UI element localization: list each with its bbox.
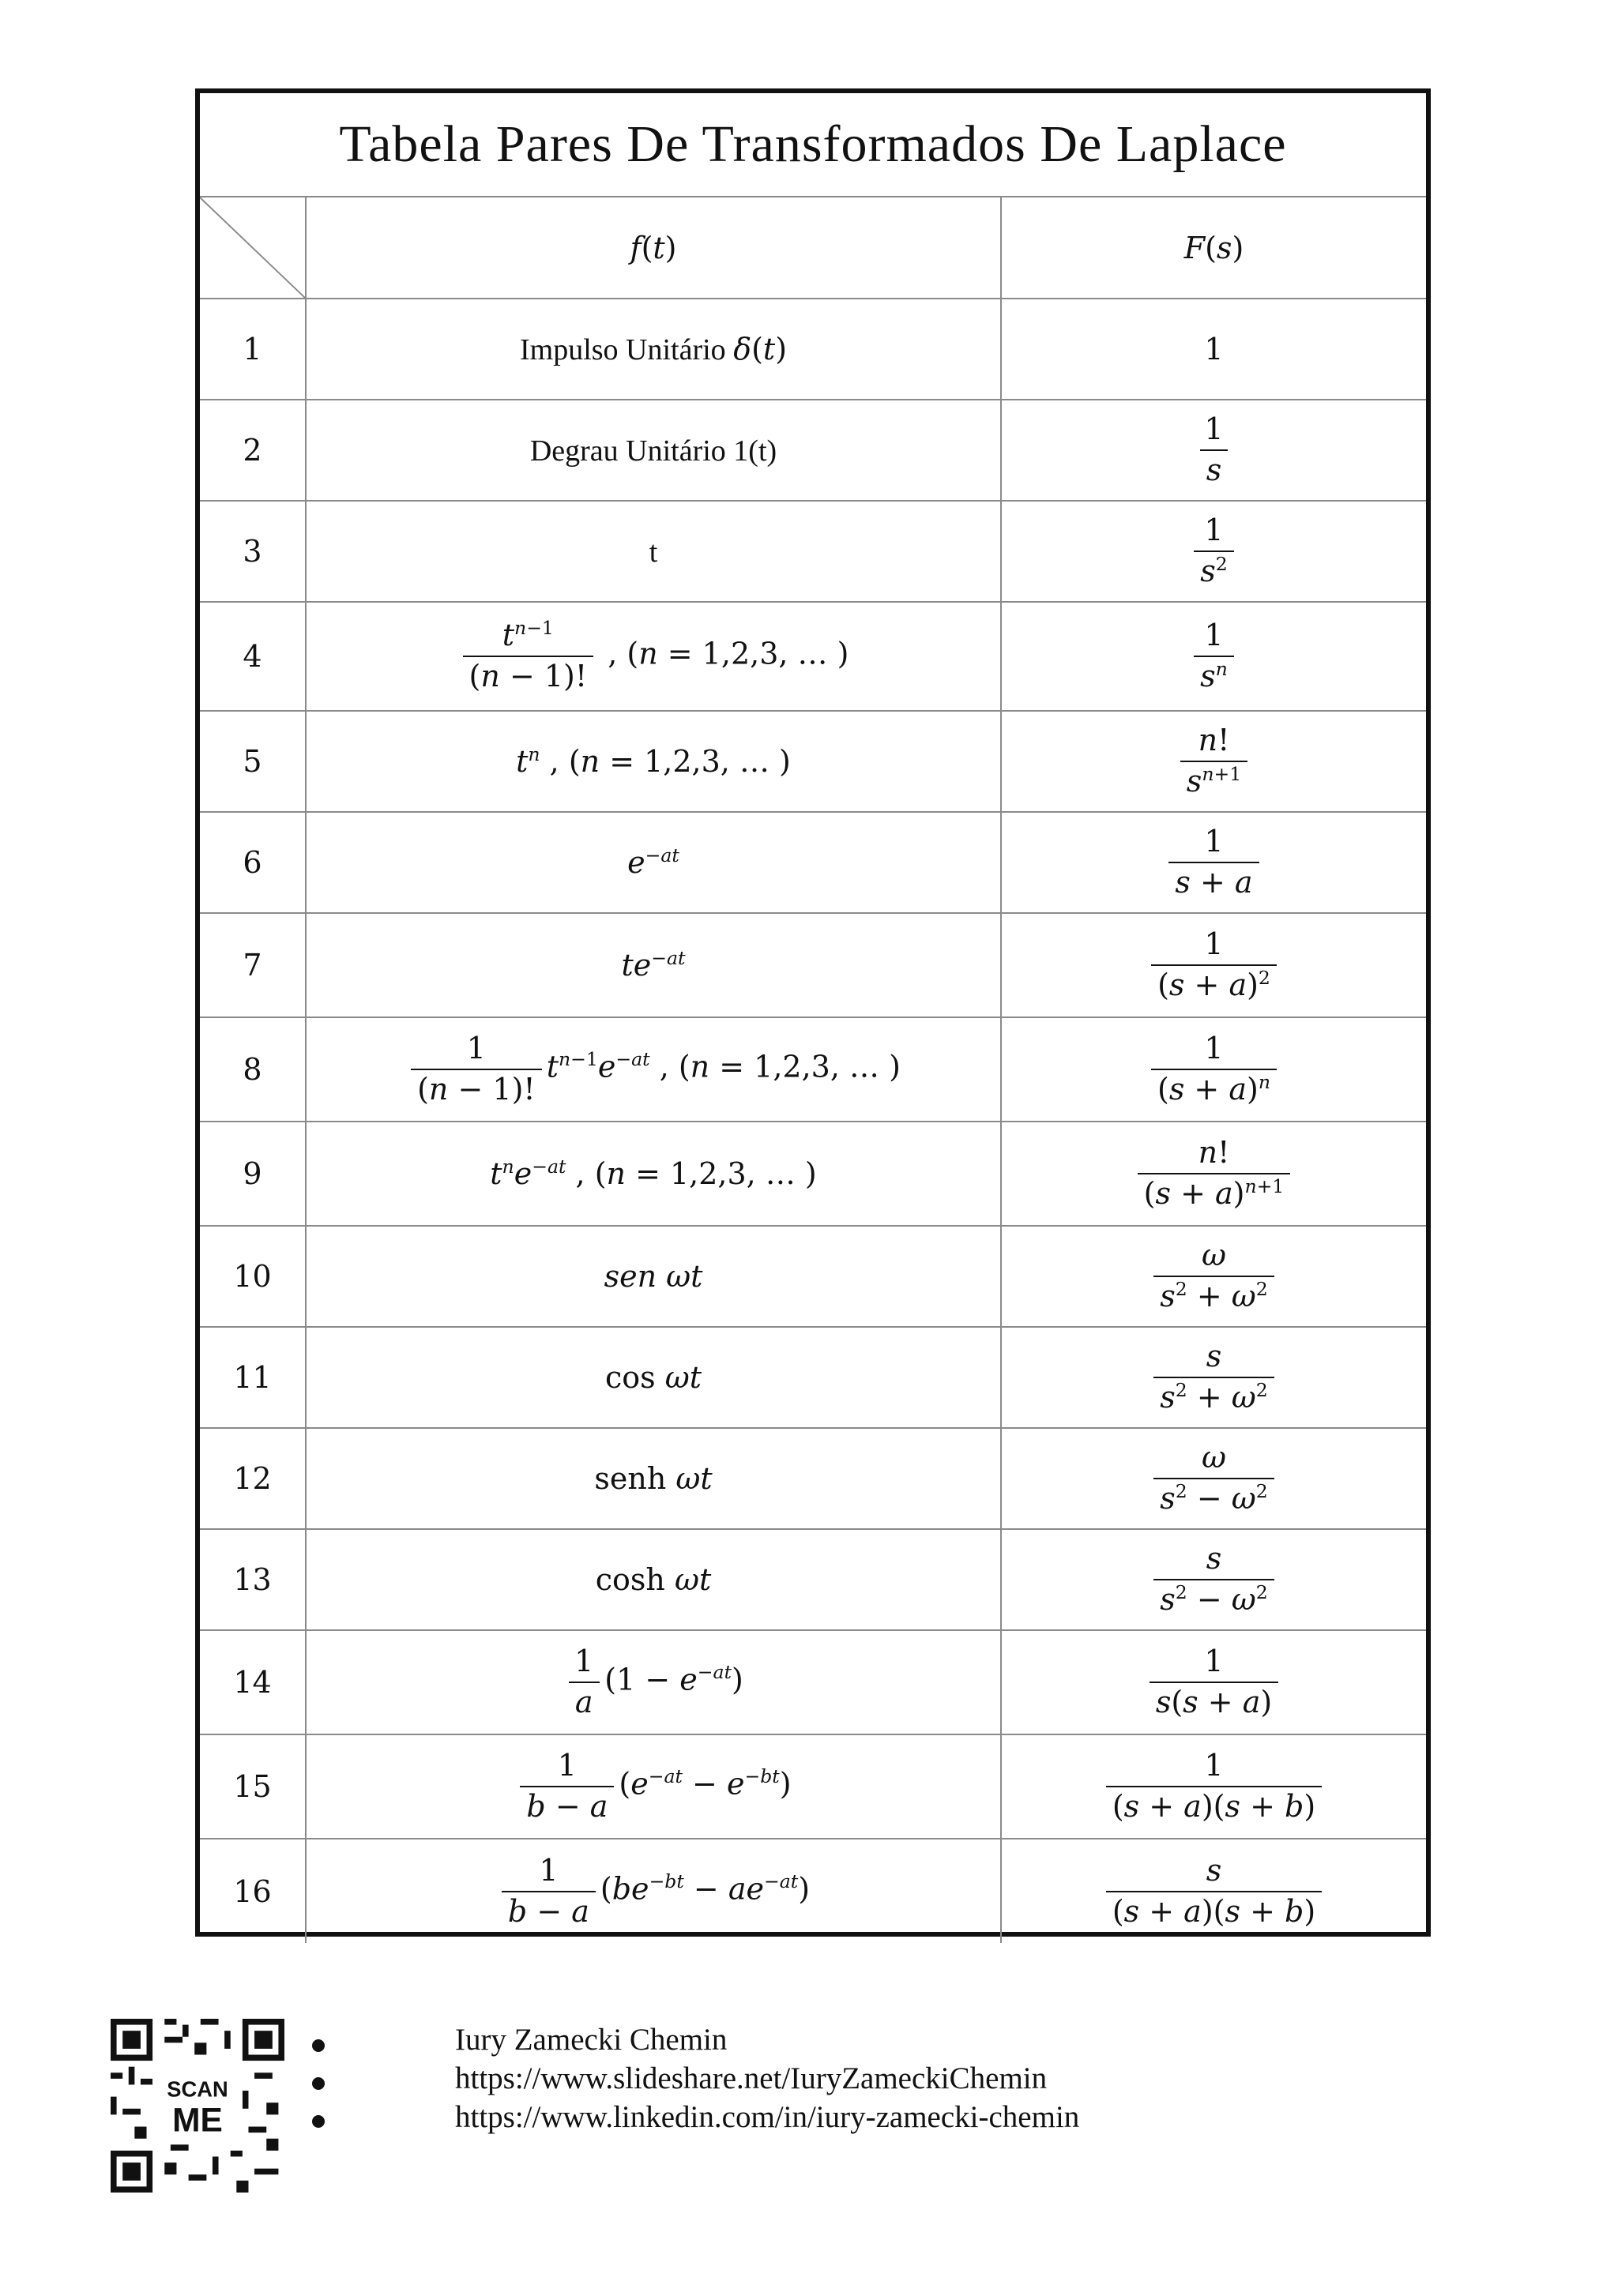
ft-cell: $\frac{1}{b - a}$ $(e^{-at} - e^{-bt})$	[306, 1734, 1001, 1839]
Fs-cell: $\frac{s}{(s + a)(s + b)}$	[1001, 1839, 1426, 1943]
row-number: 2	[200, 400, 306, 501]
table-row	[200, 1017, 1426, 1122]
ft-cell: $e^{-at}$	[306, 812, 1001, 913]
qr-scan-label: SCAN	[167, 2076, 228, 2102]
row-number: 13	[200, 1529, 306, 1630]
Fs-cell: $\frac{1}{s + a}$	[1001, 812, 1426, 913]
Fs-cell: $\frac{\omega}{s^2 + \omega^2}$	[1001, 1226, 1426, 1327]
row-number: 6	[200, 812, 306, 913]
ft-cell: $\frac{1}{b - a}$ $(be^{-bt} - ae^{-at})$	[306, 1839, 1001, 1943]
ft-cell: $te^{-at}$	[306, 913, 1001, 1017]
Fs-cell: $\frac{1}{s}$	[1001, 400, 1426, 501]
table-row	[200, 1839, 1426, 1943]
ft-cell: $\frac{1}{a}$ $(1 - e^{-at})$	[306, 1630, 1001, 1734]
ft-cell: Impulso Unitário δ(t)	[306, 299, 1001, 400]
page-title: Tabela Pares De Transformados De Laplace	[200, 93, 1426, 197]
ft-cell: t	[306, 501, 1001, 602]
laplace-table	[200, 197, 1426, 1943]
qr-me-label: ME	[172, 2102, 223, 2140]
table-row	[200, 1630, 1426, 1734]
author-name: Iury Zamecki Chemin	[455, 2023, 728, 2057]
Fs-cell: $\frac{1}{s^n}$	[1001, 602, 1426, 711]
ft-cell: cos ωt	[306, 1327, 1001, 1428]
table-row	[200, 1734, 1426, 1839]
Fs-cell: $\frac{1}{(s + a)^n}$	[1001, 1017, 1426, 1122]
ft-cell: $\frac{t^{n-1}}{(n - 1)!}$ , (n = 1,2,3, … )	[306, 602, 1001, 711]
ft-cell: senh ωt	[306, 1428, 1001, 1529]
diagonal-line-icon	[200, 197, 305, 298]
header-ft: f(t)	[306, 197, 1001, 299]
author-links	[455, 2020, 1079, 2136]
row-number: 15	[200, 1734, 306, 1839]
row-number: 12	[200, 1428, 306, 1529]
Fs-cell: $\frac{s}{s^2 + \omega^2}$	[1001, 1327, 1426, 1428]
Fs-cell: $\frac{1}{s^2}$	[1001, 501, 1426, 602]
table-row	[200, 711, 1426, 812]
Fs-cell: 1	[1001, 299, 1426, 400]
ft-cell: cosh ωt	[306, 1529, 1001, 1630]
bullet-icon	[312, 2077, 325, 2090]
bullet-icon	[312, 2039, 325, 2052]
table-row	[200, 1122, 1426, 1226]
Fs-cell: $\frac{\omega}{s^2 - \omega^2}$	[1001, 1428, 1426, 1529]
row-number: 3	[200, 501, 306, 602]
table-row	[200, 1327, 1426, 1428]
Fs-cell: $\frac{n!}{(s + a)^{n+1}}$	[1001, 1122, 1426, 1226]
row-number: 14	[200, 1630, 306, 1734]
Fs-cell: $\frac{s}{s^2 - \omega^2}$	[1001, 1529, 1426, 1630]
table-row	[200, 1226, 1426, 1327]
ft-cell: Degrau Unitário 1(t)	[306, 400, 1001, 501]
row-number: 16	[200, 1839, 306, 1943]
table-header-row	[200, 197, 1426, 299]
footer	[0, 2006, 1618, 2211]
Fs-cell: $\frac{n!}{s^{n+1}}$	[1001, 711, 1426, 812]
row-number: 4	[200, 602, 306, 711]
header-Fs: F(s)	[1001, 197, 1426, 299]
row-number: 1	[200, 299, 306, 400]
ft-cell: $t^n$ , (n = 1,2,3, … )	[306, 711, 1001, 812]
table-row	[200, 299, 1426, 400]
Fs-cell: $\frac{1}{(s + a)^2}$	[1001, 913, 1426, 1017]
row-number: 11	[200, 1327, 306, 1428]
laplace-table-sheet	[195, 88, 1431, 1937]
row-number: 10	[200, 1226, 306, 1327]
row-number: 8	[200, 1017, 306, 1122]
slideshare-link[interactable]: https://www.slideshare.net/IuryZameckiChemin	[455, 2061, 1048, 2095]
row-number: 9	[200, 1122, 306, 1226]
linkedin-link[interactable]: https://www.linkedin.com/in/iury-zamecki-chemin	[455, 2100, 1080, 2134]
ft-cell: sen ωt	[306, 1226, 1001, 1327]
corner-cell	[200, 197, 306, 299]
table-row	[200, 602, 1426, 711]
bullet-list-markers	[312, 2025, 325, 2153]
bullet-icon	[312, 2115, 325, 2128]
row-number: 7	[200, 913, 306, 1017]
table-row	[200, 812, 1426, 913]
Fs-cell: $\frac{1}{(s + a)(s + b)}$	[1001, 1734, 1426, 1839]
table-row	[200, 400, 1426, 501]
Fs-cell: $\frac{1}{s(s + a)}$	[1001, 1630, 1426, 1734]
table-row	[200, 1529, 1426, 1630]
table-row	[200, 913, 1426, 1017]
table-row	[200, 1428, 1426, 1529]
ft-cell: $\frac{1}{(n - 1)!}$ $t^{n-1}e^{-at}$ , (n = 1,2,3, … )	[306, 1017, 1001, 1122]
qr-code-icon	[111, 2019, 284, 2193]
ft-cell: $t^ne^{-at}$ , (n = 1,2,3, … )	[306, 1122, 1001, 1226]
row-number: 5	[200, 711, 306, 812]
table-row	[200, 501, 1426, 602]
